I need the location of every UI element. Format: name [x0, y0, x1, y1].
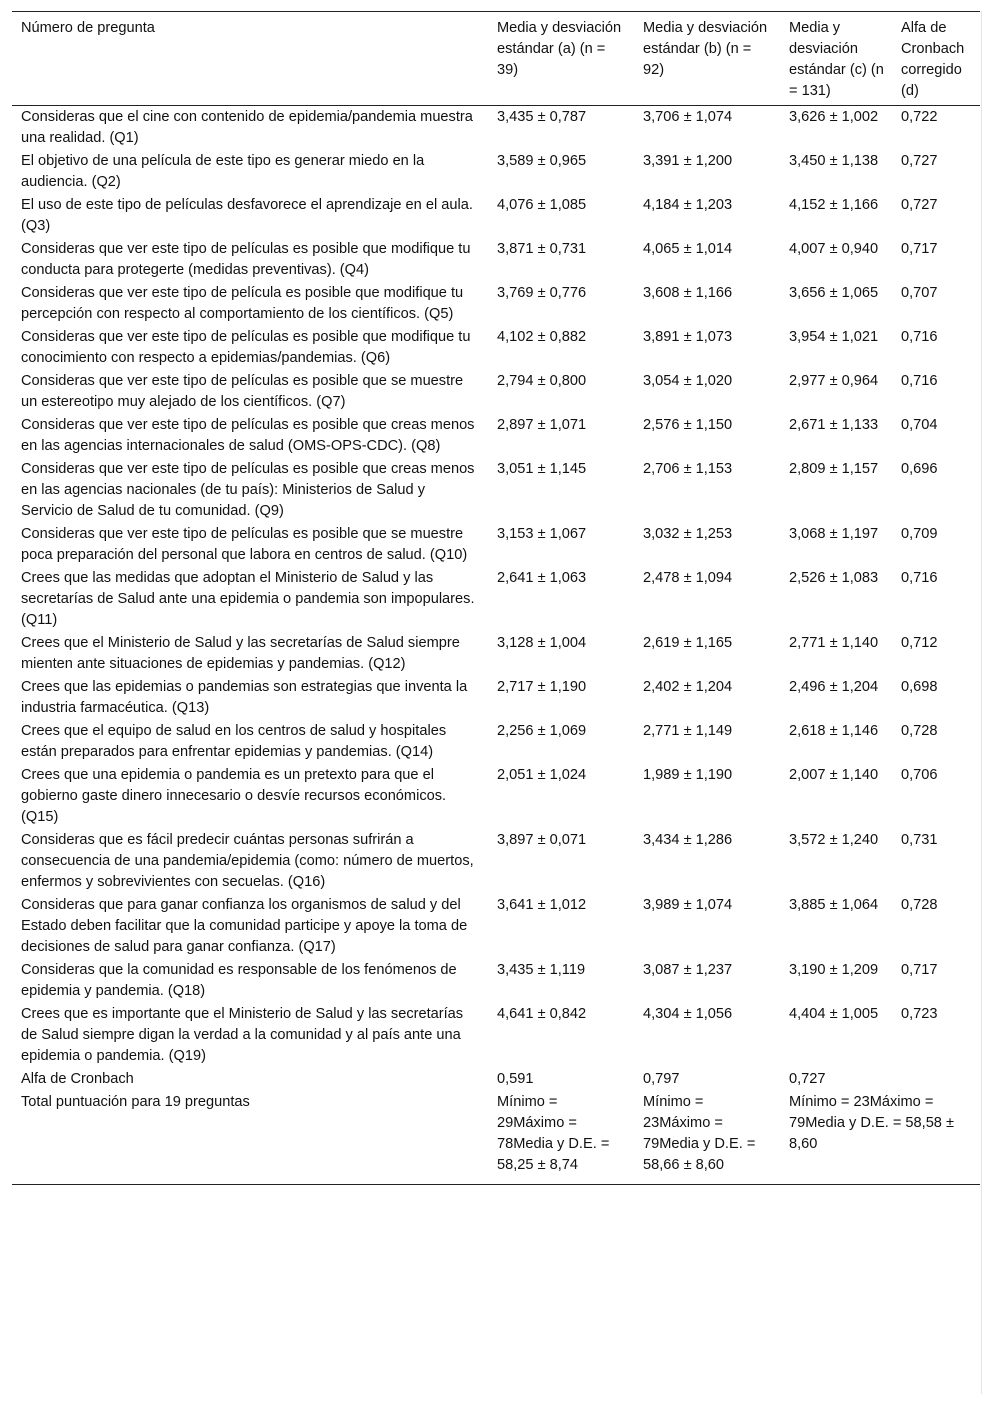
mean-a-cell: 2,641 ± 1,063: [497, 570, 587, 586]
mean-b-cell: 4,304 ± 1,056: [643, 1006, 733, 1022]
mean-b-cell: 3,054 ± 1,020: [643, 373, 733, 389]
mean-a-cell: 3,153 ± 1,067: [497, 526, 587, 542]
question-cell: Consideras que ver este tipo de películas es posible que modifique tu conocimiento con respecto a epidemias/pandemias. (Q6): [21, 329, 471, 366]
alpha-cell: 0,698: [901, 679, 938, 695]
mean-a-cell: 3,589 ± 0,965: [497, 153, 587, 169]
results-table: [12, 11, 980, 1185]
mean-a-cell: 3,435 ± 1,119: [497, 962, 586, 978]
question-cell: Consideras que ver este tipo de películas es posible que se muestre un estereotipo muy alejado de los científicos. (Q7): [21, 373, 464, 410]
table-row: [12, 150, 980, 194]
mean-c-cell: 3,572 ± 1,240: [789, 832, 879, 848]
mean-a-cell: 2,897 ± 1,071: [497, 417, 587, 433]
alpha-cell: [892, 1068, 980, 1091]
mean-b-cell: 2,576 ± 1,150: [643, 417, 733, 433]
table-row: [12, 632, 980, 676]
mean-b-cell: 2,771 ± 1,149: [643, 723, 733, 739]
mean-b-cell: 1,989 ± 1,190: [643, 767, 733, 783]
question-cell: Crees que una epidemia o pandemia es un pretexto para que el gobierno gaste dinero innecesario o desvíe recursos económicos. (Q15): [21, 767, 447, 825]
table-row: [12, 676, 980, 720]
question-cell: Crees que es importante que el Ministerio de Salud y las secretarías de Salud siempre digan la verdad a la comunidad y al país ante una epidemia o pandemia. (Q19): [21, 1006, 464, 1064]
mean-a-cell: 3,051 ± 1,145: [497, 461, 587, 477]
table-body: [12, 106, 980, 1185]
mean-b-cell: 3,989 ± 1,074: [643, 897, 733, 913]
mean-b-cell: 3,706 ± 1,074: [643, 109, 733, 125]
table-row: [12, 238, 980, 282]
mean-c-cell: 3,954 ± 1,021: [789, 329, 879, 345]
mean-a-cell: 2,256 ± 1,069: [497, 723, 587, 739]
total-a-cell: Mínimo = 29Máximo = 78Media y D.E. = 58,25 ± 8,74: [497, 1094, 610, 1173]
mean-c-cell: 2,771 ± 1,140: [789, 635, 879, 651]
mean-a-cell: 4,076 ± 1,085: [497, 197, 587, 213]
table-row: [12, 764, 980, 829]
mean-b-cell: 3,087 ± 1,237: [643, 962, 733, 978]
question-cell: Crees que las epidemias o pandemias son estrategias que inventa la industria farmacéutica. (Q13): [21, 679, 468, 716]
mean-c-cell: 4,152 ± 1,166: [789, 197, 879, 213]
mean-a-cell: 3,769 ± 0,776: [497, 285, 587, 301]
table-row: [12, 458, 980, 523]
mean-c-cell: 2,671 ± 1,133: [789, 417, 879, 433]
mean-b-cell: 2,402 ± 1,204: [643, 679, 733, 695]
mean-a-cell: 3,435 ± 0,787: [497, 109, 587, 125]
mean-c-cell: 2,618 ± 1,146: [789, 723, 879, 739]
right-edge-divider: [981, 11, 982, 1394]
mean-c-cell: 4,007 ± 0,940: [789, 241, 879, 257]
mean-a-cell: 2,794 ± 0,800: [497, 373, 587, 389]
mean-c-cell: 2,496 ± 1,204: [789, 679, 879, 695]
alpha-cell: 0,723: [901, 1006, 938, 1022]
question-cell: El uso de este tipo de películas desfavorece el aprendizaje en el aula. (Q3): [21, 197, 473, 234]
question-cell: Consideras que el cine con contenido de epidemia/pandemia muestra una realidad. (Q1): [21, 109, 473, 146]
mean-c-cell: 3,626 ± 1,002: [789, 109, 879, 125]
alpha-cell: 0,716: [901, 570, 938, 586]
mean-b-cell: 4,184 ± 1,203: [643, 197, 733, 213]
table-row: [12, 1003, 980, 1068]
mean-c-cell: 0,727: [789, 1071, 826, 1087]
header-question: Número de pregunta: [12, 12, 488, 106]
alpha-cell: 0,722: [901, 109, 938, 125]
mean-a-cell: 0,591: [497, 1071, 534, 1087]
alpha-cell: 0,712: [901, 635, 938, 651]
mean-a-cell: 2,717 ± 1,190: [497, 679, 587, 695]
alpha-cell: 0,727: [901, 153, 938, 169]
table-row: [12, 1068, 980, 1091]
mean-a-cell: 3,641 ± 1,012: [497, 897, 587, 913]
mean-c-cell: 3,885 ± 1,064: [789, 897, 879, 913]
mean-a-cell: 3,871 ± 0,731: [497, 241, 587, 257]
mean-a-cell: 3,897 ± 0,071: [497, 832, 587, 848]
alpha-cell: 0,704: [901, 417, 938, 433]
table-row: [12, 106, 980, 151]
header-mean-b: Media y desviación estándar (b) (n = 92): [634, 12, 780, 106]
question-cell: Consideras que ver este tipo de películas es posible que se muestre poca preparación del personal que labora en centros de salud. (Q10): [21, 526, 468, 563]
alpha-cell: 0,707: [901, 285, 938, 301]
alpha-cell: 0,696: [901, 461, 938, 477]
header-alpha: Alfa de Cronbach corregido (d): [892, 12, 980, 106]
alpha-cell: 0,728: [901, 897, 938, 913]
mean-c-cell: 3,656 ± 1,065: [789, 285, 879, 301]
mean-c-cell: 2,977 ± 0,964: [789, 373, 879, 389]
question-cell: Consideras que para ganar confianza los organismos de salud y del Estado deben facilitar que la comunidad participe y apoye la toma de decisiones de salud para ganar confianza. (Q17): [21, 897, 468, 955]
mean-a-cell: 4,641 ± 0,842: [497, 1006, 587, 1022]
table-row: [12, 370, 980, 414]
alpha-cell: 0,727: [901, 197, 938, 213]
table-row: [12, 894, 980, 959]
alpha-cell: 0,716: [901, 373, 938, 389]
total-b-cell: Mínimo = 23Máximo = 79Media y D.E. = 58,66 ± 8,60: [643, 1094, 756, 1173]
mean-b-cell: 3,434 ± 1,286: [643, 832, 733, 848]
mean-c-cell: 2,526 ± 1,083: [789, 570, 879, 586]
mean-a-cell: 4,102 ± 0,882: [497, 329, 587, 345]
question-cell: Consideras que la comunidad es responsable de los fenómenos de epidemia y pandemia. (Q18): [21, 962, 457, 999]
alpha-cell: 0,716: [901, 329, 938, 345]
mean-b-cell: 0,797: [643, 1071, 680, 1087]
mean-b-cell: 4,065 ± 1,014: [643, 241, 733, 257]
mean-c-cell: 2,007 ± 1,140: [789, 767, 879, 783]
mean-b-cell: 2,619 ± 1,165: [643, 635, 733, 651]
mean-c-cell: 3,068 ± 1,197: [789, 526, 879, 542]
total-label-cell: Total puntuación para 19 preguntas: [21, 1094, 250, 1110]
table-header: [12, 12, 980, 106]
alpha-cell: 0,706: [901, 767, 938, 783]
alpha-cell: 0,709: [901, 526, 938, 542]
table-row: [12, 194, 980, 238]
total-row: [12, 1091, 980, 1185]
mean-c-cell: 2,809 ± 1,157: [789, 461, 879, 477]
alpha-cell: 0,717: [901, 241, 938, 257]
table-row: [12, 829, 980, 894]
alpha-cell: 0,731: [901, 832, 938, 848]
question-cell: Crees que el equipo de salud en los centros de salud y hospitales están preparados para enfrentar epidemias y pandemias. (Q14): [21, 723, 447, 760]
mean-b-cell: 2,478 ± 1,094: [643, 570, 733, 586]
header-mean-c: Media y desviación estándar (c) (n = 131): [780, 12, 892, 106]
table-row: [12, 720, 980, 764]
mean-c-cell: 4,404 ± 1,005: [789, 1006, 879, 1022]
question-cell: Alfa de Cronbach: [21, 1071, 134, 1087]
mean-b-cell: 3,032 ± 1,253: [643, 526, 733, 542]
question-cell: Crees que las medidas que adoptan el Ministerio de Salud y las secretarías de Salud ante una epidemia o pandemia son impopulares. (Q11): [21, 570, 475, 628]
table-row: [12, 326, 980, 370]
table-row: [12, 567, 980, 632]
table-row: [12, 414, 980, 458]
total-c-cell: Mínimo = 23Máximo = 79Media y D.E. = 58,58 ± 8,60: [789, 1094, 954, 1152]
mean-b-cell: 3,608 ± 1,166: [643, 285, 733, 301]
table-row: [12, 282, 980, 326]
mean-b-cell: 3,391 ± 1,200: [643, 153, 733, 169]
question-cell: Consideras que ver este tipo de películas es posible que creas menos en las agencias internacionales de salud (OMS-OPS-CDC). (Q8): [21, 417, 475, 454]
alpha-cell: 0,728: [901, 723, 938, 739]
table-row: [12, 523, 980, 567]
question-cell: Consideras que es fácil predecir cuántas personas sufrirán a consecuencia de una pandemia/epidemia (como: número de muertos, enfermos y sobrevivientes con secuelas. (Q16): [21, 832, 474, 890]
question-cell: Consideras que ver este tipo de películas es posible que modifique tu conducta para protegerte (medidas preventivas). (Q4): [21, 241, 471, 278]
alpha-cell: 0,717: [901, 962, 938, 978]
mean-b-cell: 3,891 ± 1,073: [643, 329, 733, 345]
header-mean-a: Media y desviación estándar (a) (n = 39): [488, 12, 634, 106]
question-cell: Consideras que ver este tipo de película es posible que modifique tu percepción con respecto al comportamiento de los científicos. (Q5): [21, 285, 464, 322]
question-cell: El objetivo de una película de este tipo es generar miedo en la audiencia. (Q2): [21, 153, 425, 190]
header-row: [12, 12, 980, 106]
mean-b-cell: 2,706 ± 1,153: [643, 461, 733, 477]
mean-a-cell: 2,051 ± 1,024: [497, 767, 587, 783]
mean-a-cell: 3,128 ± 1,004: [497, 635, 587, 651]
table-row: [12, 959, 980, 1003]
question-cell: Crees que el Ministerio de Salud y las secretarías de Salud siempre mienten ante situaciones de epidemias y pandemias. (Q12): [21, 635, 460, 672]
question-cell: Consideras que ver este tipo de películas es posible que creas menos en las agencias nacionales (de tu país): Ministerios de Salud y Servicio de Salud de tu comunidad. (Q9): [21, 461, 475, 519]
mean-c-cell: 3,450 ± 1,138: [789, 153, 879, 169]
mean-c-cell: 3,190 ± 1,209: [789, 962, 879, 978]
